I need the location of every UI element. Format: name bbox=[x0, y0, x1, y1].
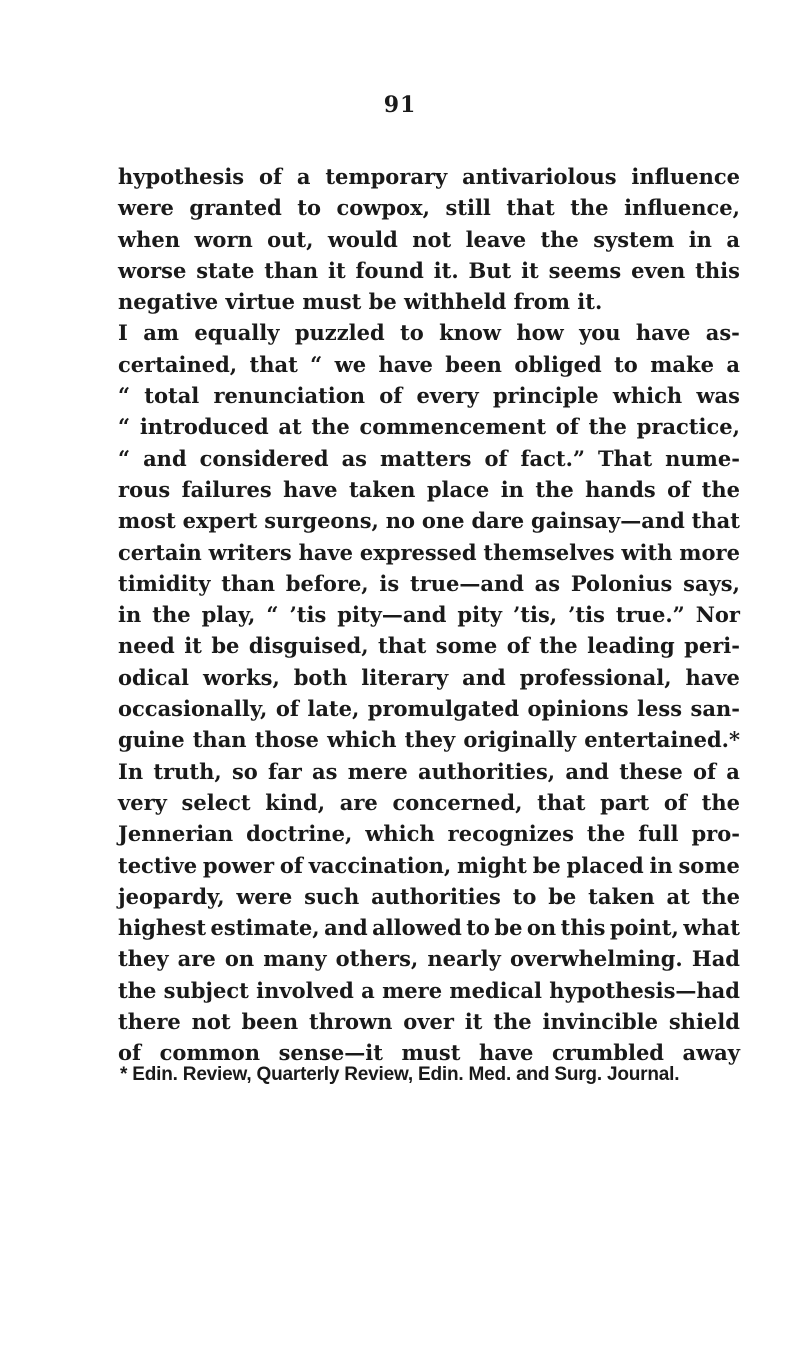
text-line: rous failures have taken place in the hands of the bbox=[118, 476, 740, 502]
text-line: guine than those which they originally entertained.* bbox=[118, 727, 740, 753]
text-line: they are on many others, nearly overwhelming. Had bbox=[118, 946, 740, 972]
footnote: * Edin. Review, Quarterly Review, Edin. Med. and Surg. Journal. bbox=[120, 1064, 680, 1085]
text-line: negative virtue must be withheld from it. bbox=[118, 289, 603, 315]
text-line: highest estimate, and allowed to be on this point, what bbox=[118, 915, 740, 941]
text-line: jeopardy, were such authorities to be taken at the bbox=[118, 883, 740, 909]
text-line: odical works, both literary and professional, have bbox=[118, 664, 740, 690]
text-line: need it be disguised, that some of the leading peri- bbox=[118, 633, 740, 659]
text-line: the subject involved a mere medical hypothesis—had bbox=[118, 977, 740, 1003]
text-line: worse state than it found it. But it seems even this bbox=[118, 257, 740, 283]
text-line: certained, that “ we have been obliged to make a bbox=[118, 351, 740, 377]
text-line: timidity than before, is true—and as Polonius says, bbox=[118, 570, 740, 596]
body-text bbox=[118, 161, 740, 1069]
text-line: certain writers have expressed themselves with more bbox=[118, 539, 740, 565]
text-line: I am equally puzzled to know how you have as- bbox=[118, 320, 740, 346]
page-number: 91 bbox=[383, 92, 417, 118]
text-line: “ total renunciation of every principle which was bbox=[118, 383, 740, 409]
text-line: in the play, “ ’tis pity—and pity ’tis, ’tis true.” Nor bbox=[118, 602, 740, 628]
text-line: “ introduced at the commencement of the practice, bbox=[118, 414, 740, 440]
text-line: Jennerian doctrine, which recognizes the full pro- bbox=[118, 821, 740, 847]
text-line: hypothesis of a temporary antivariolous influence bbox=[118, 164, 740, 189]
text-line: In truth, so far as mere authorities, and these of a bbox=[118, 758, 740, 784]
text-line: occasionally, of late, promulgated opinions less san- bbox=[118, 696, 740, 722]
text-line: tective power of vaccination, might be placed in some bbox=[118, 852, 740, 878]
text-line: very select kind, are concerned, that part of the bbox=[118, 789, 740, 815]
text-line: were granted to cowpox, still that the influence, bbox=[118, 195, 740, 221]
text-line: there not been thrown over it the invincible shield bbox=[118, 1009, 740, 1035]
text-line: when worn out, would not leave the system in a bbox=[118, 226, 740, 252]
text-line: of common sense—it must have crumbled away bbox=[118, 1040, 740, 1066]
text-line: most expert surgeons, no one dare gainsay—and that bbox=[118, 508, 740, 534]
text-line: “ and considered as matters of fact.” That nume- bbox=[118, 445, 740, 471]
